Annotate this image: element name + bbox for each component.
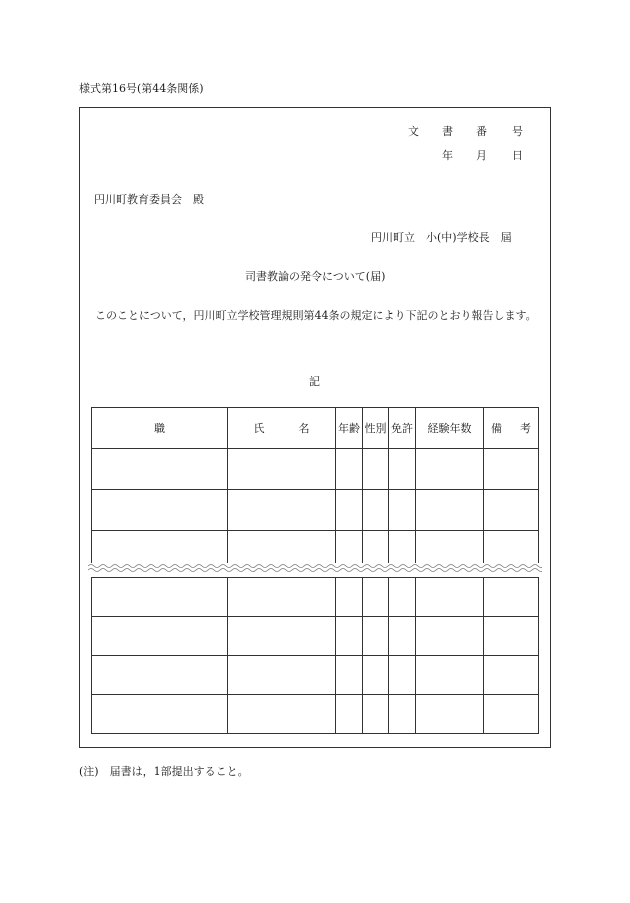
cell-sex[interactable] [363,490,389,531]
report-table-bottom [91,577,539,734]
table-row [92,656,539,695]
header-age: 年齢 [336,408,363,449]
cell-experience[interactable] [416,449,484,490]
cell-license[interactable] [389,656,416,695]
date-month-label: 月 [476,149,487,162]
cell-job[interactable] [92,449,228,490]
cell-name[interactable] [228,531,336,564]
cell-remarks[interactable] [484,656,539,695]
cell-sex[interactable] [363,656,389,695]
header-name: 氏 名 [228,408,336,449]
cell-license[interactable] [389,617,416,656]
cell-remarks[interactable] [484,449,539,490]
doc-number-char: 番 [476,125,487,138]
table-row [92,449,539,490]
sender: 円川町立 小(中)学校長 屆 [371,231,512,244]
table-row [92,531,539,564]
footnote: (注) 届書は，1部提出すること。 [79,765,249,778]
cell-age[interactable] [336,695,363,734]
table-row [92,578,539,617]
cell-job[interactable] [92,578,228,617]
table-break-wave [88,562,542,574]
cell-age[interactable] [336,449,363,490]
cell-age[interactable] [336,490,363,531]
cell-name[interactable] [228,490,336,531]
doc-number-char: 書 [442,125,453,138]
cell-name[interactable] [228,578,336,617]
cell-sex[interactable] [363,531,389,564]
cell-remarks[interactable] [484,695,539,734]
cell-experience[interactable] [416,617,484,656]
table-row [92,695,539,734]
cell-sex[interactable] [363,578,389,617]
table-header-row [92,408,539,449]
doc-number-char: 文 [408,125,419,138]
cell-experience[interactable] [416,490,484,531]
cell-age[interactable] [336,617,363,656]
date-day-label: 日 [512,149,523,162]
cell-age[interactable] [336,578,363,617]
document-number-line [0,123,630,137]
cell-job[interactable] [92,656,228,695]
cell-experience[interactable] [416,531,484,564]
report-table-top [91,407,539,563]
cell-remarks[interactable] [484,578,539,617]
cell-remarks[interactable] [484,490,539,531]
header-experience: 経験年数 [416,408,484,449]
header-remarks: 備 考 [484,408,539,449]
cell-license[interactable] [389,449,416,490]
cell-job[interactable] [92,490,228,531]
subject-title: 司書教論の発令について(届) [245,270,386,283]
cell-job[interactable] [92,531,228,564]
form-number-label: 様式第16号(第44条関係) [79,82,204,95]
cell-license[interactable] [389,578,416,617]
doc-number-char: 号 [512,125,523,138]
cell-name[interactable] [228,617,336,656]
body-text: このことについて，円川町立学校管理規則第44条の規定により下記のとおり報告します。 [95,309,537,322]
cell-sex[interactable] [363,449,389,490]
cell-age[interactable] [336,656,363,695]
cell-job[interactable] [92,695,228,734]
cell-remarks[interactable] [484,531,539,564]
cell-name[interactable] [228,656,336,695]
cell-experience[interactable] [416,656,484,695]
header-license: 免許 [389,408,416,449]
cell-name[interactable] [228,449,336,490]
cell-job[interactable] [92,617,228,656]
cell-name[interactable] [228,695,336,734]
header-job: 職 [92,408,228,449]
table-row [92,490,539,531]
cell-experience[interactable] [416,695,484,734]
cell-license[interactable] [389,490,416,531]
date-year-label: 年 [442,149,453,162]
cell-license[interactable] [389,695,416,734]
cell-license[interactable] [389,531,416,564]
table-row [92,617,539,656]
header-sex: 性別 [363,408,389,449]
date-line [0,147,630,161]
cell-remarks[interactable] [484,617,539,656]
cell-sex[interactable] [363,695,389,734]
cell-sex[interactable] [363,617,389,656]
cell-age[interactable] [336,531,363,564]
addressee: 円川町教育委員会 殿 [94,193,204,206]
ki-heading: 記 [309,375,320,388]
cell-experience[interactable] [416,578,484,617]
